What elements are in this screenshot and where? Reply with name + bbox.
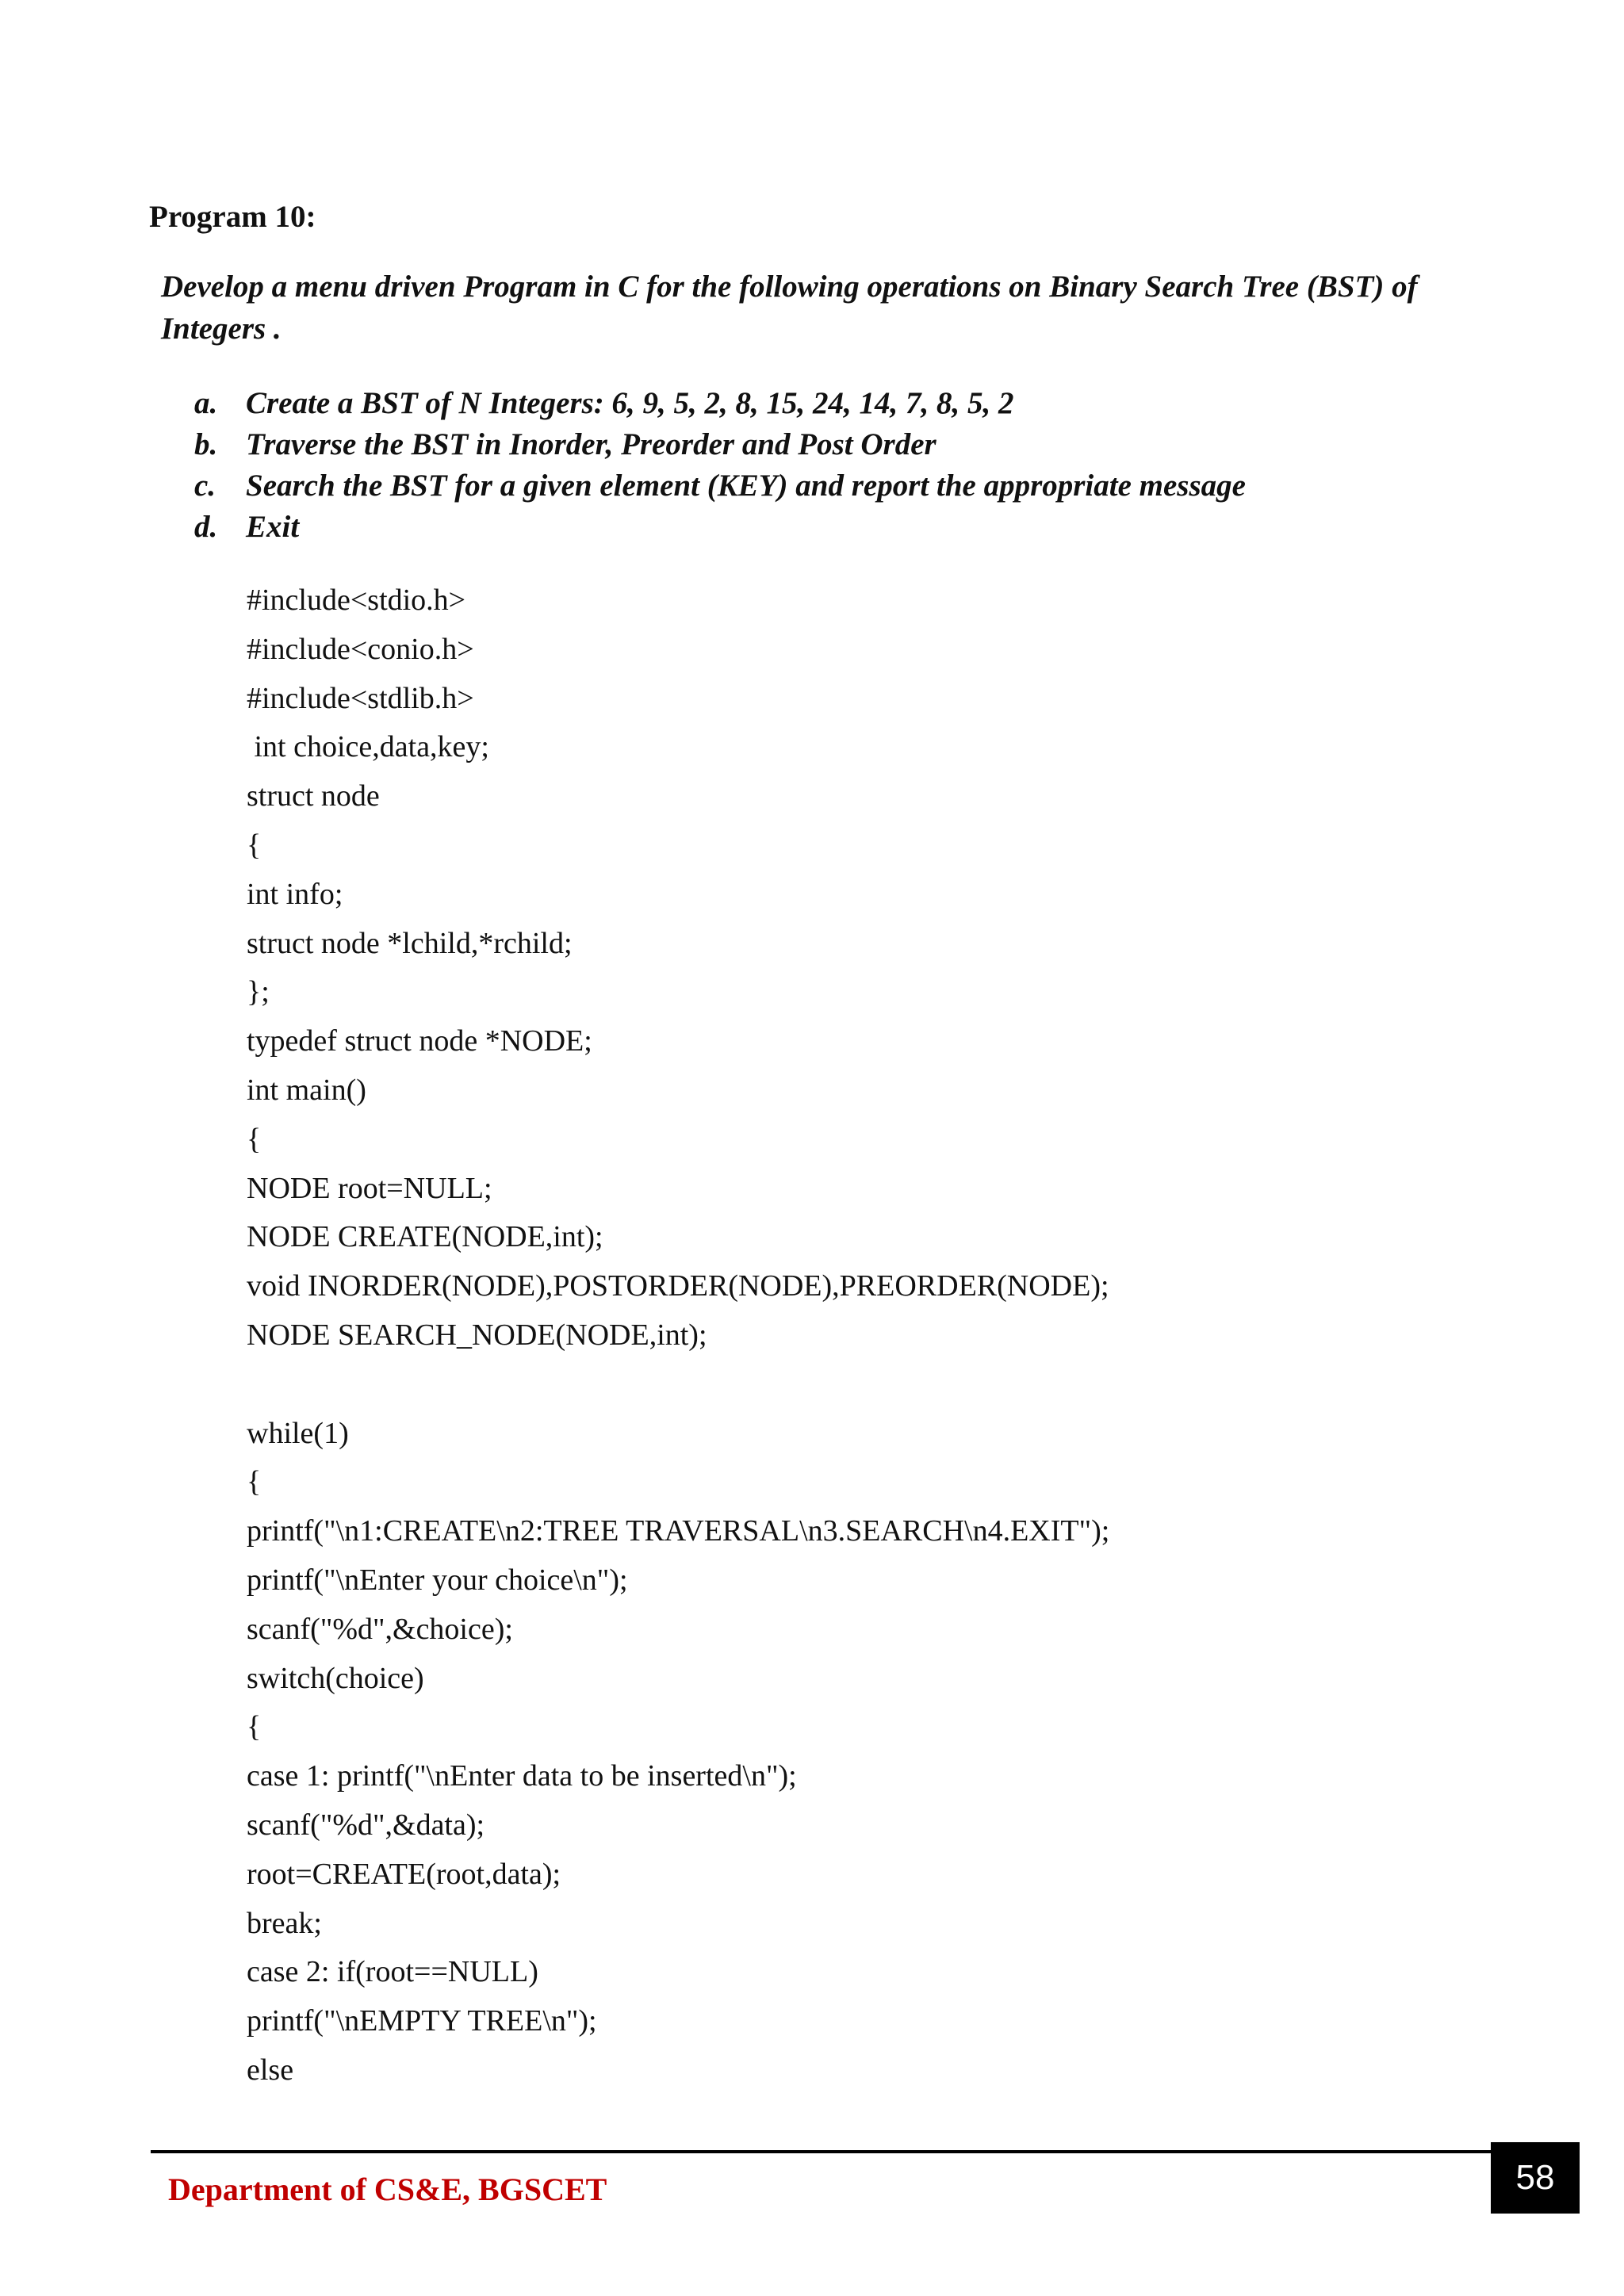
code-line: #include<stdio.h> (247, 584, 466, 617)
code-line: int info; (247, 877, 343, 911)
code-listing (247, 576, 1109, 2095)
code-line: NODE CREATE(NODE,int); (247, 1220, 603, 1254)
code-line: { (247, 1465, 262, 1499)
task-item-text: Exit (246, 510, 300, 544)
task-item-marker: c. (194, 469, 216, 503)
code-line: int choice,data,key; (247, 730, 489, 764)
code-line: { (247, 828, 262, 862)
code-line-blank (247, 1360, 1109, 1410)
code-line: root=CREATE(root,data); (247, 1857, 561, 1891)
code-line: printf("\n1:CREATE\n2:TREE TRAVERSAL\n3.SEARCH\n4.EXIT"); (247, 1514, 1110, 1548)
code-line: switch(choice) (247, 1661, 424, 1695)
code-line: typedef struct node *NODE; (247, 1024, 592, 1058)
code-line: printf("\nEMPTY TREE\n"); (247, 2004, 597, 2038)
code-line: case 2: if(root==NULL) (247, 1955, 538, 1989)
task-item-text: Search the BST for a given element (KEY) and report the appropriate message (246, 469, 1246, 503)
page-number-badge: 58 (1491, 2142, 1580, 2214)
code-line: case 1: printf("\nEnter data to be inserted\n"); (247, 1759, 797, 1793)
code-line: break; (247, 1906, 322, 1940)
task-item-c (194, 465, 1246, 507)
code-line: scanf("%d",&choice); (247, 1612, 513, 1646)
code-line: while(1) (247, 1416, 349, 1450)
code-line: int main() (247, 1073, 366, 1107)
code-line: void INORDER(NODE),POSTORDER(NODE),PREORDER(NODE); (247, 1269, 1109, 1303)
code-line: #include<conio.h> (247, 632, 474, 666)
task-item-text: Create a BST of N Integers: 6, 9, 5, 2, 8, 15, 24, 14, 7, 8, 5, 2 (246, 386, 1014, 420)
code-line: }; (247, 975, 270, 1009)
task-item-marker: b. (194, 427, 218, 461)
task-list (194, 383, 1246, 548)
task-item-marker: d. (194, 510, 218, 544)
footer-department: Department of CS&E, BGSCET (168, 2172, 607, 2207)
code-line: struct node *lchild,*rchild; (247, 926, 573, 960)
program-heading: Program 10: (149, 200, 316, 234)
code-line: NODE SEARCH_NODE(NODE,int); (247, 1318, 707, 1352)
code-line: { (247, 1710, 262, 1744)
code-line: scanf("%d",&data); (247, 1808, 485, 1842)
code-line: struct node (247, 779, 380, 813)
code-line: printf("\nEnter your choice\n"); (247, 1563, 628, 1597)
task-item-text: Traverse the BST in Inorder, Preorder and Post Order (246, 427, 936, 461)
footer-divider (151, 2150, 1491, 2153)
code-line: else (247, 2053, 294, 2087)
task-description: Develop a menu driven Program in C for the following operations on Binary Search Tree (BST) of Integers . (161, 270, 1418, 346)
task-item-a (194, 383, 1246, 424)
code-line: NODE root=NULL; (247, 1171, 492, 1205)
code-line: { (247, 1122, 262, 1156)
code-line: #include<stdlib.h> (247, 681, 474, 715)
task-item-d (194, 507, 1246, 548)
task-item-marker: a. (194, 386, 218, 420)
task-item-b (194, 424, 1246, 465)
